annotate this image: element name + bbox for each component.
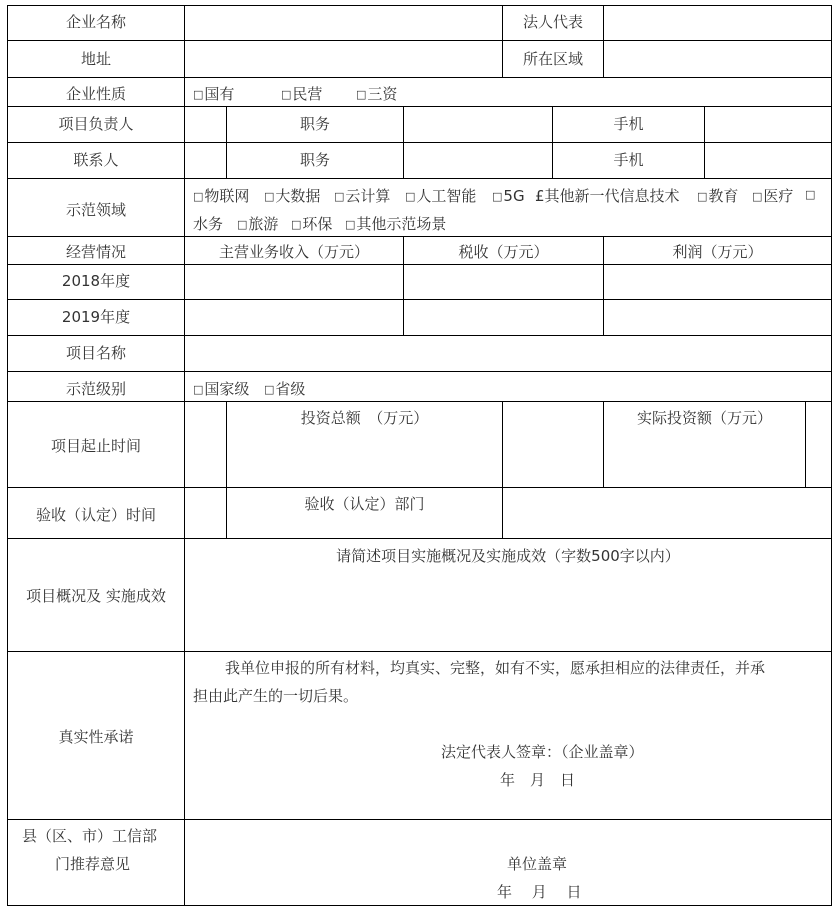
row-divider xyxy=(7,487,832,488)
nature-label: 企业性质 xyxy=(65,85,126,103)
profit-2018-field[interactable] xyxy=(605,266,830,298)
row-divider xyxy=(7,106,832,107)
year-2019-label: 2019年度 xyxy=(61,308,131,326)
field-option-bigdata[interactable]: □ 大数据 xyxy=(264,186,320,208)
legal-rep-field[interactable] xyxy=(605,7,830,39)
nature-option-private[interactable]: □ 民营 xyxy=(281,84,322,106)
county-opinion-field[interactable] xyxy=(186,821,830,851)
level-option-provincial[interactable]: □ 省级 xyxy=(264,379,305,401)
field-option-iot[interactable]: □ 物联网 xyxy=(193,186,249,208)
signature-line: 法定代表人签章：（企业盖章） xyxy=(441,743,644,761)
level-label: 示范级别 xyxy=(65,380,126,398)
row-divider xyxy=(7,371,832,372)
acceptance-dept-label: 验收（认定）部门 xyxy=(304,495,425,513)
commitment-line-2: 担由此产生的一切后果。 xyxy=(193,687,359,705)
actual-investment-field[interactable] xyxy=(807,403,830,486)
nature-option-foreign[interactable]: □ 三资 xyxy=(356,84,397,106)
field-option-medical[interactable]: □ 医疗 xyxy=(752,186,793,208)
project-period-label: 项目起止时间 xyxy=(50,437,141,455)
col-divider xyxy=(603,5,604,77)
profit-header: 利润（万元） xyxy=(672,243,763,261)
field-option-cloud[interactable]: □ 云计算 xyxy=(334,186,390,208)
actual-investment-label: 实际投资额（万元） xyxy=(636,409,772,427)
row-divider xyxy=(7,401,832,402)
row-divider xyxy=(7,651,832,652)
county-label-line-2: 门推荐意见 xyxy=(55,855,131,873)
row-divider xyxy=(7,142,832,143)
contact-position-field[interactable] xyxy=(405,144,551,177)
operation-label: 经营情况 xyxy=(65,243,126,261)
field-option-env[interactable]: □ 环保 xyxy=(291,214,332,236)
leader-position-label: 职务 xyxy=(299,115,330,133)
row-divider xyxy=(7,40,832,41)
col-divider xyxy=(502,401,503,538)
legal-rep-label: 法人代表 xyxy=(522,13,583,31)
field-option-tourism[interactable]: □ 旅游 xyxy=(237,214,278,236)
region-field[interactable] xyxy=(605,42,830,76)
overview-hint: 请简述项目实施概况及实施成效（字数500字以内） xyxy=(336,547,680,565)
project-name-field[interactable] xyxy=(186,337,830,370)
field-option-5g[interactable]: □ 5G xyxy=(492,186,525,208)
project-name-label: 项目名称 xyxy=(65,344,126,362)
tax-header: 税收（万元） xyxy=(458,243,549,261)
acceptance-time-field[interactable] xyxy=(186,489,225,537)
year-2018-label: 2018年度 xyxy=(61,272,131,290)
level-option-national[interactable]: □ 国家级 xyxy=(193,379,249,401)
profit-2019-field[interactable] xyxy=(605,301,830,334)
row-divider xyxy=(7,299,832,300)
leader-position-field[interactable] xyxy=(405,108,551,141)
col-divider xyxy=(403,106,404,178)
checkbox-glyph[interactable]: □ xyxy=(805,188,816,201)
unit-seal: 单位盖章 xyxy=(507,855,568,873)
commitment-label: 真实性承诺 xyxy=(58,728,134,746)
company-name-field[interactable] xyxy=(186,7,501,39)
project-leader-field[interactable] xyxy=(186,108,225,141)
acceptance-dept-field[interactable] xyxy=(504,489,830,537)
row-divider xyxy=(7,236,832,237)
col-divider xyxy=(704,106,705,178)
row-divider xyxy=(7,77,832,78)
row-divider xyxy=(7,819,832,820)
overview-label: 项目概况及 实施成效 xyxy=(26,587,166,605)
seal-date: 年 月 日 xyxy=(497,883,582,901)
contact-field[interactable] xyxy=(186,144,225,177)
row-divider xyxy=(7,335,832,336)
field-option-other-tech[interactable]: £其他新一代信息技术 xyxy=(535,187,680,205)
field-option-education[interactable]: □ 教育 xyxy=(697,186,738,208)
label-column-divider xyxy=(184,5,185,906)
signature-date: 年 月 日 xyxy=(500,771,576,789)
total-investment-label: 投资总额 （万元） xyxy=(300,409,429,427)
row-divider xyxy=(7,264,832,265)
nature-option-state[interactable]: □ 国有 xyxy=(193,84,234,106)
overview-field[interactable] xyxy=(186,570,830,650)
table-border-right xyxy=(831,5,832,906)
tax-2019-field[interactable] xyxy=(405,301,602,334)
leader-mobile-field[interactable] xyxy=(706,108,830,141)
project-period-field[interactable] xyxy=(186,403,225,486)
revenue-header: 主营业务收入（万元） xyxy=(218,243,369,261)
field-label: 示范领域 xyxy=(65,201,126,219)
company-name-label: 企业名称 xyxy=(65,13,126,31)
table-border-bottom xyxy=(7,905,832,906)
county-label-line-1: 县（区、市）工信部 xyxy=(22,827,158,845)
region-label: 所在区域 xyxy=(522,50,583,68)
acceptance-time-label: 验收（认定）时间 xyxy=(35,506,156,524)
table-border-top xyxy=(7,5,832,6)
field-option-water[interactable]: 水务 xyxy=(193,215,224,233)
contact-label: 联系人 xyxy=(73,151,119,169)
project-leader-label: 项目负责人 xyxy=(58,115,134,133)
revenue-2019-field[interactable] xyxy=(186,301,402,334)
field-option-ai[interactable]: □ 人工智能 xyxy=(405,186,476,208)
contact-mobile-field[interactable] xyxy=(706,144,830,177)
leader-mobile-label: 手机 xyxy=(613,115,644,133)
revenue-2018-field[interactable] xyxy=(186,266,402,298)
field-option-other-scene[interactable]: □ 其他示范场景 xyxy=(345,214,446,236)
contact-mobile-label: 手机 xyxy=(613,151,644,169)
row-divider xyxy=(7,538,832,539)
commitment-line-1: 我单位申报的所有材料，均真实、完整，如有不实，愿承担相应的法律责任，并承 xyxy=(225,659,766,677)
col-divider xyxy=(805,401,806,487)
contact-position-label: 职务 xyxy=(299,151,330,169)
row-divider xyxy=(7,178,832,179)
tax-2018-field[interactable] xyxy=(405,266,602,298)
address-field[interactable] xyxy=(186,42,501,76)
address-label: 地址 xyxy=(80,50,111,68)
total-investment-field[interactable] xyxy=(504,403,602,486)
